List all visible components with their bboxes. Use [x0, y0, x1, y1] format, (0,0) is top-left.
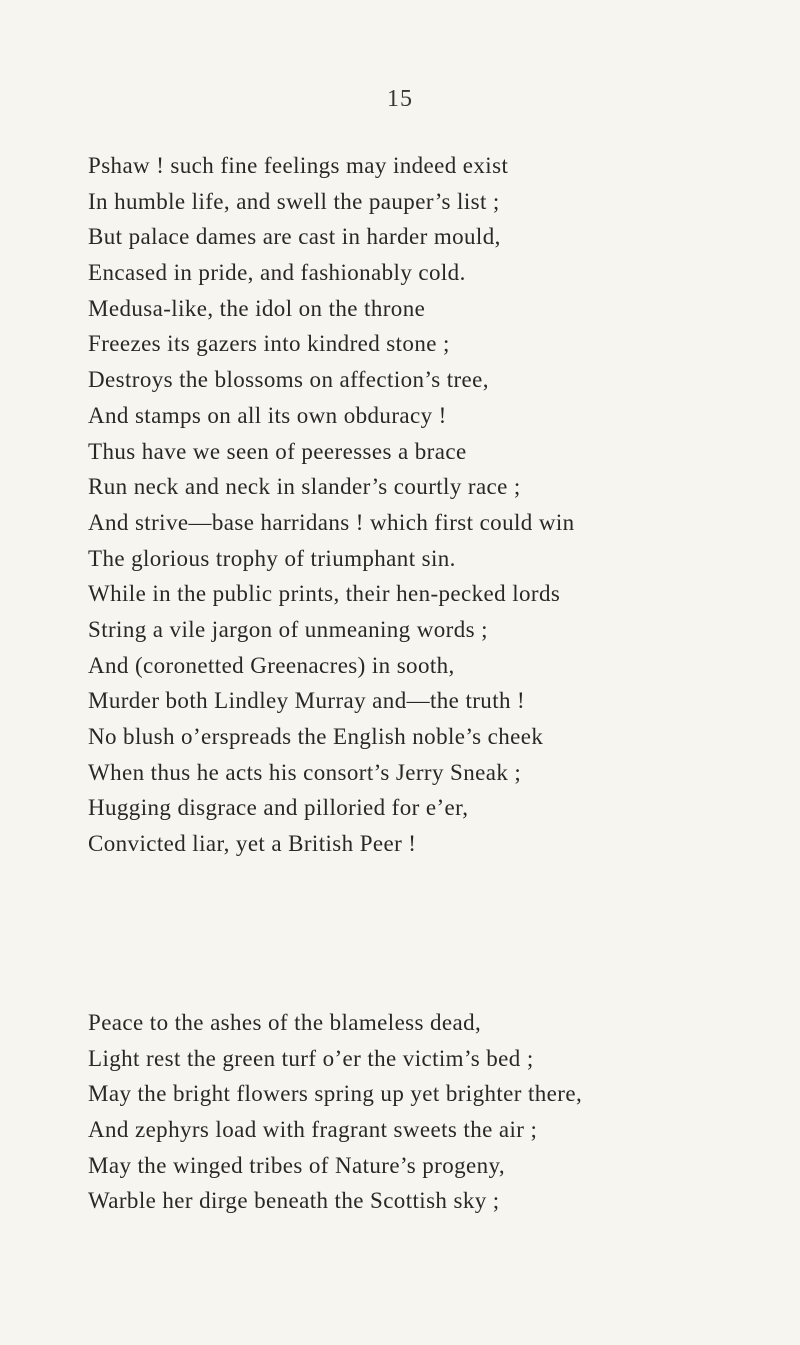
poem-line: Convicted liar, yet a British Peer !: [88, 831, 417, 857]
poem-line: Destroys the blossoms on affection’s tree,: [88, 367, 489, 393]
poem-line: But palace dames are cast in harder mould,: [88, 224, 501, 250]
poem-line: And (coronetted Greenacres) in sooth,: [88, 652, 455, 678]
poem-line: And strive—base harridans ! which first could win: [88, 509, 575, 535]
poem-line: May the winged tribes of Nature’s progeny,: [88, 1152, 506, 1178]
poem-line: The glorious trophy of triumphant sin.: [88, 545, 456, 571]
poem-line: Light rest the green turf o’er the victim’s bed ;: [88, 1045, 534, 1071]
poem-line: May the bright flowers spring up yet brighter there,: [88, 1081, 583, 1107]
poem-line: String a vile jargon of unmeaning words ;: [88, 616, 488, 642]
page-number: 15: [387, 86, 413, 112]
poem-line: Medusa-like, the idol on the throne: [88, 295, 426, 321]
poem-line: When thus he acts his consort’s Jerry Sneak ;: [88, 759, 522, 785]
poem-line: And stamps on all its own obduracy !: [88, 402, 447, 428]
poem-line: Pshaw ! such fine feelings may indeed exist: [88, 153, 509, 178]
poem-line: Encased in pride, and fashionably cold.: [88, 260, 466, 286]
poem-line: In humble life, and swell the pauper’s list ;: [88, 188, 500, 214]
stanza-2: [88, 1005, 582, 1219]
poem-line: While in the public prints, their hen-pecked lords: [88, 581, 561, 607]
poem-line: Peace to the ashes of the blameless dead,: [88, 1010, 482, 1035]
poem-line: Warble her dirge beneath the Scottish sky ;: [88, 1188, 500, 1214]
stanza-1: [88, 148, 575, 862]
poem-line: Thus have we seen of peeresses a brace: [88, 438, 467, 464]
poem-line: No blush o’erspreads the English noble’s cheek: [88, 724, 544, 749]
poem-line: And zephyrs load with fragrant sweets the air ;: [88, 1117, 538, 1143]
poem-line: Run neck and neck in slander’s courtly race ;: [88, 474, 521, 500]
poem-line: Hugging disgrace and pilloried for e’er,: [88, 795, 469, 821]
poem-line: Murder both Lindley Murray and—the truth !: [88, 688, 526, 714]
poem-line: Freezes its gazers into kindred stone ;: [88, 331, 450, 357]
